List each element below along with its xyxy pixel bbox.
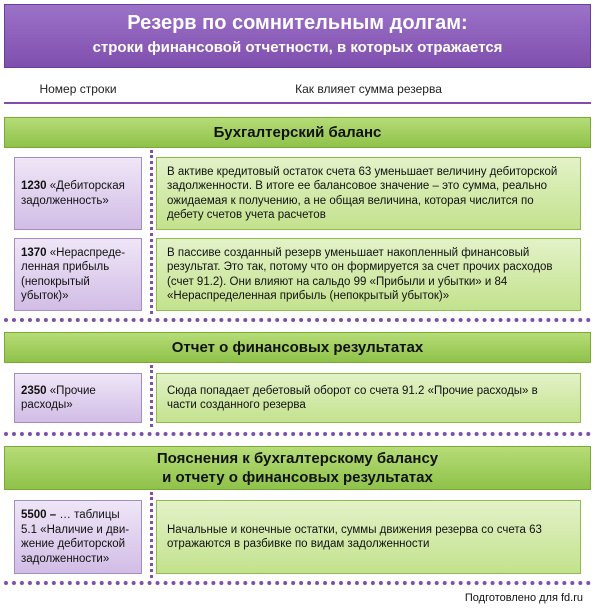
column-header-line-number: Номер строки (39, 82, 117, 96)
section-balance-sheet (4, 117, 591, 148)
row-number-box (14, 238, 142, 311)
column-header-reserve-effect: Как влияет сумма резерва (295, 82, 442, 96)
row-description: Сюда попадает дебетовый оборот со счета 91.2 «Прочие расходы» в части созданного резерва (167, 384, 538, 411)
row-number-box (14, 500, 142, 574)
row-number-text (21, 384, 135, 413)
bottom-divider (4, 581, 591, 585)
row-description: Начальные и конечные остатки, суммы движения резерва со счета 63 отражаются в разбивке по видам задолженности (167, 523, 542, 550)
row-description-box (156, 238, 581, 311)
title-line-2: строки финансовой отчетности, в которых отражается (92, 39, 503, 56)
title-line-1: Резерв по сомнительным долгам: (127, 12, 468, 34)
section-title: Бухгалтерский баланс (213, 124, 382, 141)
section-title-line-2: и отчету о финансовых результатах (162, 469, 433, 486)
row-number: 1370 (21, 246, 47, 259)
title-banner (4, 4, 591, 68)
header-divider (4, 102, 591, 104)
row-number: 5500 – (21, 509, 57, 521)
section-title: Отчет о финансовых результатах (171, 339, 424, 356)
vertical-divider (150, 492, 153, 578)
row-number: 2350 (21, 384, 47, 397)
vertical-divider (150, 150, 153, 314)
section-explanations (4, 446, 591, 490)
row-number-text (21, 246, 135, 304)
row-number: 1230 (21, 180, 47, 192)
vertical-divider (150, 365, 153, 427)
row-name: «Нераспреде-ленная прибыль (непокрытый убыток)» (21, 246, 126, 302)
row-number-box (14, 373, 142, 423)
row-description: В пассиве созданный резерв уменьшает накопленный финансовый результат. Это так, потому что он формируется за счет прочих расходов (счет 91.2). Они влияют на сальдо 99 «Прибыли и убытки» и 84 «Нераспределенная прибыль (непокрытый убыток)» (167, 246, 553, 302)
row-name: … таблицы 5.1 «Наличие и дви-жение дебиторской задолженности» (21, 509, 130, 565)
row-number-text (21, 179, 135, 208)
section-title-line-1: Пояснения к бухгалтерскому балансу (156, 450, 439, 467)
section-financial-results (4, 332, 591, 363)
section-divider (4, 318, 591, 322)
row-description-box (156, 157, 581, 230)
section-divider (4, 432, 591, 436)
row-description-box (156, 500, 581, 574)
row-description-box (156, 373, 581, 423)
row-name: «Дебиторская задолженность» (21, 180, 125, 207)
row-description: В активе кредитовый остаток счета 63 уменьшает величину дебиторской задолженности. В итоге ее балансовое значение – это сумма, реально ожидаемая к получению, а не общая величина, которая числится по дебету счетов учета расчетов (167, 165, 558, 221)
footer-credit: Подготовлено для fd.ru (464, 592, 583, 604)
row-name: «Прочие расходы» (21, 384, 96, 411)
row-number-box (14, 157, 142, 230)
row-number-text (21, 508, 135, 566)
